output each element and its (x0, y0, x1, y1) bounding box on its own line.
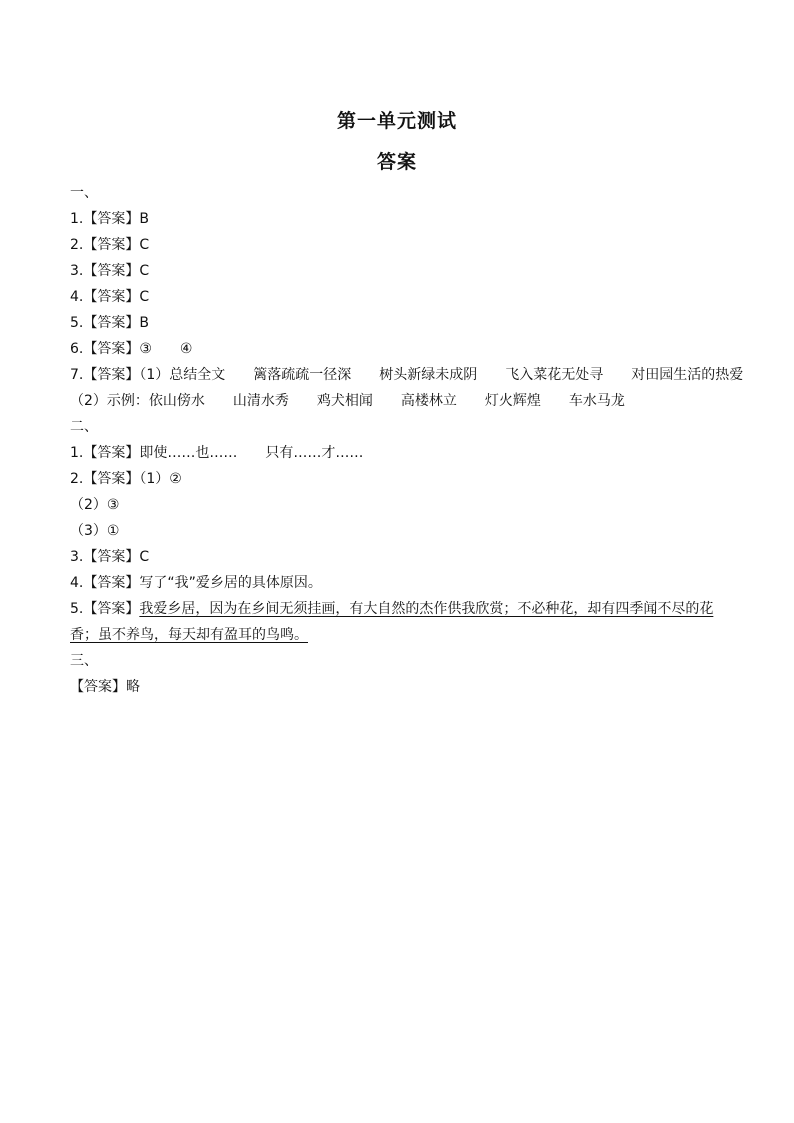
answer-value: C (139, 289, 150, 305)
page-title: 第一单元测试 (336, 110, 457, 132)
answer-value: ④ (179, 341, 193, 357)
section-heading-1: 一、 (70, 185, 98, 201)
section-heading-2: 二、 (70, 419, 98, 435)
answer-line-1-7a: 7.【答案】（1）总结全文 篱落疏疏一径深 树头新绿未成阴 飞入菜花无处寻 对田园生活的热爱 (70, 367, 744, 383)
section-heading-3: 三、 (70, 653, 98, 669)
answer-line-2-2: 2.【答案】（1）② (70, 471, 182, 487)
page-subtitle: 答案 (376, 151, 417, 173)
answer-line-2-2c: （3）① (70, 523, 120, 539)
answer-line-2-5: 5.【答案】我爱乡居，因为在乡间无须挂画，有大自然的杰作供我欣赏；不必种花，却有四季闻不尽的花香；虽不养鸟，每天却有盈耳的鸟鸣。 (70, 601, 714, 643)
answer-value: ③ (139, 341, 152, 357)
answer-line-2-4: 4.【答案】写了“我”爱乡居的具体原因。 (70, 575, 322, 591)
answer-value: C (139, 237, 150, 253)
answer-line-1-2: 2.【答案】C (70, 237, 150, 253)
answer-line-1-6: 6.【答案】③ ④ (70, 341, 193, 357)
answer-line-1-4: 4.【答案】C (70, 289, 150, 305)
answer-line-2-3: 3.【答案】C (70, 549, 150, 565)
answer-value: C (139, 263, 150, 279)
answer-line-3: 【答案】略 (70, 679, 140, 695)
answer-line-1-1: 1.【答案】B (70, 211, 149, 227)
answer-value: B (139, 315, 149, 331)
answer-line-1-5: 5.【答案】B (70, 315, 149, 331)
answer-line-2-1: 1.【答案】即使……也…… 只有……才…… (70, 445, 364, 461)
underlined-answer: 我爱乡居，因为在乡间无须挂画，有大自然的杰作供我欣赏；不必种花，却有四季闻不尽的花香；虽不养鸟，每天却有盈耳的鸟鸣。 (70, 601, 714, 643)
answer-line-2-2b: （2）③ (70, 497, 120, 513)
answer-line-1-7b: （2）示例：依山傍水 山清水秀 鸡犬相闻 高楼林立 灯火辉煌 车水马龙 (70, 393, 625, 409)
answer-body (70, 180, 744, 700)
answer-value: B (139, 211, 149, 227)
answer-line-1-3: 3.【答案】C (70, 263, 150, 279)
